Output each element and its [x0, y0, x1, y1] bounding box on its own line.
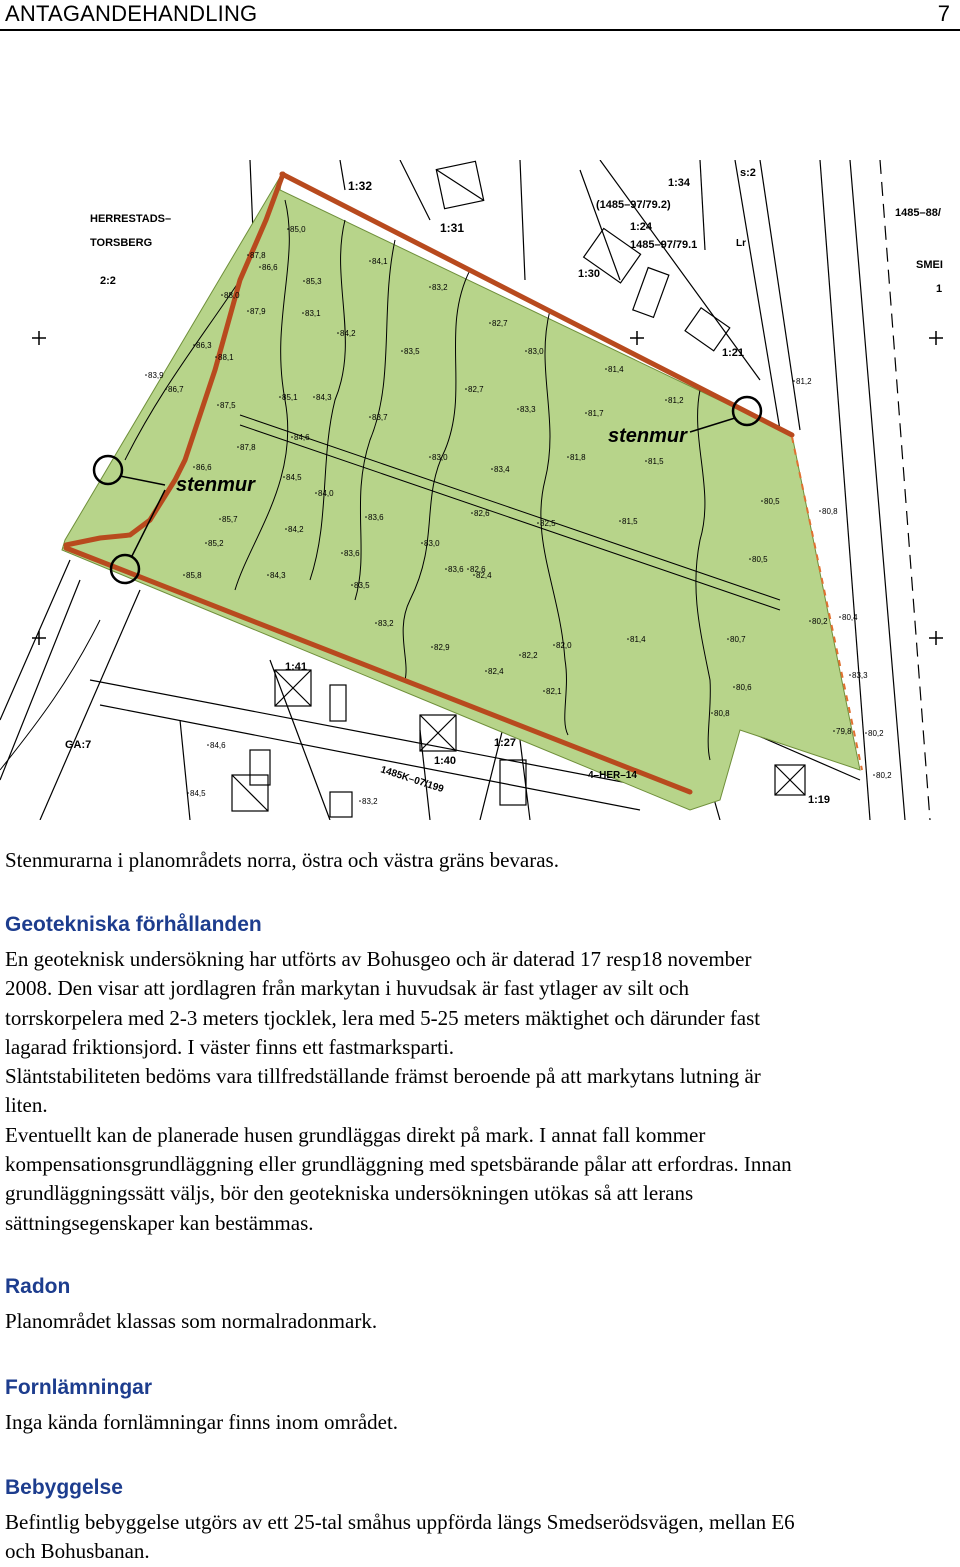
elevation-dot	[341, 552, 343, 554]
label-1-30: 1:30	[578, 268, 601, 280]
elevation-label: 87,8	[240, 443, 256, 452]
label-1-34: 1:34	[668, 177, 691, 189]
elevation-label: 84,6	[294, 433, 310, 442]
elevation-dot	[819, 510, 821, 512]
elevation-label: 80,5	[764, 497, 780, 506]
header-divider	[0, 29, 960, 31]
elevation-dot	[219, 518, 221, 520]
elevation-dot	[473, 574, 475, 576]
elevation-dot	[543, 690, 545, 692]
elevation-dot	[485, 670, 487, 672]
elevation-dot	[793, 380, 795, 382]
elevation-label: 82,6	[470, 565, 486, 574]
elevation-dot	[365, 516, 367, 518]
section-radon	[5, 1272, 953, 1336]
elevation-label: 80,2	[812, 617, 828, 626]
elevation-label: 81,2	[668, 396, 684, 405]
geoteknik-line: Eventuellt kan de planerade husen grundläggas direkt på mark. I annat fall kommer	[5, 1122, 706, 1147]
elevation-label: 80,2	[876, 771, 892, 780]
elevation-dot	[519, 654, 521, 656]
heading-fornlamningar: Fornlämningar	[5, 1376, 153, 1399]
label-1-24: 1:24	[630, 221, 653, 233]
elevation-dot	[359, 800, 361, 802]
elevation-label: 80,7	[730, 635, 746, 644]
elevation-dot	[369, 416, 371, 418]
elevation-label: 86,3	[196, 341, 212, 350]
elevation-label: 85,7	[222, 515, 238, 524]
elevation-label: 85,1	[282, 393, 298, 402]
label-lr: Lr	[736, 238, 746, 249]
bebyggelse-line: och Bohusbanan.	[5, 1539, 150, 1564]
elevation-dot	[865, 732, 867, 734]
elevation-dot	[553, 644, 555, 646]
elevation-dot	[315, 492, 317, 494]
label-ref5: 4–HER–14	[588, 770, 637, 781]
elevation-dot	[279, 396, 281, 398]
geoteknik-line: 2008. Den visar att jordlagren från markytan i huvudsak är fast ytlager av silt och	[5, 976, 690, 1001]
section-geoteknik	[5, 910, 953, 1238]
label-1-27: 1:27	[494, 737, 517, 749]
elevation-dot	[221, 294, 223, 296]
elevation-label: 80,6	[736, 683, 752, 692]
elevation-label: 87,9	[250, 307, 266, 316]
elevation-dot	[585, 412, 587, 414]
elevation-label: 83,5	[354, 581, 370, 590]
elevation-dot	[421, 542, 423, 544]
elevation-dot	[839, 616, 841, 618]
elevation-dot	[267, 574, 269, 576]
heading-radon: Radon	[5, 1275, 71, 1298]
document-status: ANTAGANDEHANDLING	[5, 1, 258, 26]
elevation-label: 85,8	[186, 571, 202, 580]
elevation-dot	[491, 468, 493, 470]
label-1-32: 1:32	[348, 179, 373, 193]
elevation-label: 83,3	[852, 671, 868, 680]
elevation-dot	[247, 310, 249, 312]
elevation-label: 83,9	[148, 371, 164, 380]
elevation-label: 82,2	[522, 651, 538, 660]
elevation-dot	[193, 344, 195, 346]
elevation-dot	[727, 638, 729, 640]
elevation-dot	[537, 522, 539, 524]
label-1-40: 1:40	[434, 755, 457, 767]
elevation-label: 84,3	[270, 571, 286, 580]
elevation-label: 88,0	[224, 291, 240, 300]
elevation-label: 82,7	[492, 319, 508, 328]
page-header	[0, 0, 960, 30]
elevation-dot	[187, 792, 189, 794]
elevation-dot	[285, 528, 287, 530]
geoteknik-line: Släntstabiliteten bedöms vara tillfredställande främst beroende på att markytans lutning är	[5, 1064, 761, 1089]
heading-geoteknik: Geotekniska förhållanden	[5, 913, 262, 936]
elevation-label: 85,0	[290, 225, 306, 234]
map-caption: Stenmurarna i planområdets norra, östra och västra gräns bevaras.	[5, 848, 559, 872]
label-1-19: 1:19	[808, 794, 831, 806]
geoteknik-line: sättningsegenskaper kan bestämmas.	[5, 1210, 314, 1235]
elevation-dot	[313, 396, 315, 398]
elevation-dot	[431, 646, 433, 648]
elevation-dot	[445, 568, 447, 570]
label-ref2: 1485–97/79.1	[630, 239, 698, 251]
elevation-label: 80,2	[868, 729, 884, 738]
elevation-dot	[833, 730, 835, 732]
elevation-label: 82,5	[540, 519, 556, 528]
elevation-dot	[429, 456, 431, 458]
elevation-dot	[517, 408, 519, 410]
elevation-dot	[467, 568, 469, 570]
elevation-label: 80,8	[822, 507, 838, 516]
label-s2: s:2	[740, 167, 756, 179]
label-torsberg: TORSBERG	[90, 237, 153, 249]
label-ref3: 1485–88/	[895, 207, 941, 219]
elevation-dot	[291, 436, 293, 438]
elevation-label: 79,8	[836, 727, 852, 736]
elevation-dot	[145, 374, 147, 376]
page-number: 7	[937, 1, 950, 26]
label-1-31: 1:31	[440, 221, 465, 235]
label-ref1: (1485–97/79.2)	[596, 199, 671, 211]
elevation-label: 83,0	[528, 347, 544, 356]
elevation-label: 87,5	[220, 401, 236, 410]
elevation-dot	[193, 466, 195, 468]
elevation-dot	[375, 622, 377, 624]
elevation-dot	[165, 388, 167, 390]
label-herrestads: HERRESTADS–	[90, 213, 172, 225]
elevation-dot	[619, 520, 621, 522]
elevation-dot	[351, 584, 353, 586]
elevation-label: 84,2	[288, 525, 304, 534]
elevation-dot	[429, 286, 431, 288]
elevation-label: 83,0	[432, 453, 448, 462]
elevation-label: 84,2	[340, 329, 356, 338]
elevation-dot	[207, 744, 209, 746]
label-1-21: 1:21	[722, 347, 745, 359]
elevation-label: 83,5	[404, 347, 420, 356]
heading-bebyggelse: Bebyggelse	[5, 1476, 123, 1499]
elevation-dot	[567, 456, 569, 458]
elevation-dot	[809, 620, 811, 622]
bebyggelse-line: Befintlig bebyggelse utgörs av ett 25-tal småhus uppförda längs Smedserödsvägen, mellan E6	[5, 1510, 795, 1534]
elevation-dot	[247, 254, 249, 256]
geoteknik-line: kompensationsgrundläggning eller grundläggning med spetsbärande pålar att erfordras. Innan	[5, 1152, 792, 1177]
elevation-label: 83,6	[344, 549, 360, 558]
elevation-label: 85,3	[306, 277, 322, 286]
elevation-dot	[287, 228, 289, 230]
elevation-label: 83,4	[494, 465, 510, 474]
elevation-label: 86,6	[262, 263, 278, 272]
elevation-dot	[369, 260, 371, 262]
elevation-label: 82,1	[546, 687, 562, 696]
elevation-dot	[645, 460, 647, 462]
elevation-label: 84,1	[372, 257, 388, 266]
label-2-2: 2:2	[100, 275, 116, 287]
elevation-label: 83,6	[448, 565, 464, 574]
elevation-dot	[237, 446, 239, 448]
elevation-label: 84,6	[210, 741, 226, 750]
section-bebyggelse	[5, 1473, 953, 1567]
elevation-label: 82,0	[556, 641, 572, 650]
geoteknik-line: liten.	[5, 1093, 48, 1118]
elevation-label: 81,7	[588, 409, 604, 418]
label-one: 1	[936, 283, 943, 295]
elevation-dot	[627, 638, 629, 640]
elevation-label: 83,0	[424, 539, 440, 548]
elevation-dot	[605, 368, 607, 370]
elevation-label: 81,4	[630, 635, 646, 644]
elevation-label: 82,9	[434, 643, 450, 652]
elevation-label: 86,7	[168, 385, 184, 394]
elevation-dot	[733, 686, 735, 688]
label-ref4: 1485K–07/199	[379, 764, 445, 796]
elevation-label: 85,2	[208, 539, 224, 548]
elevation-label: 84,5	[286, 473, 302, 482]
label-smei: SMEI	[916, 259, 943, 271]
elevation-label: 80,5	[752, 555, 768, 564]
elevation-label: 84,0	[318, 489, 334, 498]
geoteknik-line: lagarad friktionsjord. I väster finns ett fastmarksparti.	[5, 1034, 455, 1059]
elevation-label: 82,4	[476, 571, 492, 580]
fornlamningar-text: Inga kända fornlämningar finns inom området.	[5, 1410, 399, 1434]
elevation-label: 81,8	[570, 453, 586, 462]
elevation-label: 83,2	[378, 619, 394, 628]
elevation-label: 81,5	[648, 457, 664, 466]
elevation-dot	[665, 399, 667, 401]
stenmur-label-west: stenmur	[176, 474, 255, 496]
section-fornlamningar	[5, 1373, 953, 1437]
elevation-dot	[217, 404, 219, 406]
label-1-41: 1:41	[285, 661, 308, 673]
elevation-dot	[259, 266, 261, 268]
elevation-dot	[749, 558, 751, 560]
elevation-label: 80,4	[842, 613, 858, 622]
geoteknik-line: En geoteknisk undersökning har utförts av Bohusgeo och är daterad 17 resp18 november	[5, 947, 752, 971]
elevation-dot	[215, 356, 217, 358]
elevation-label: 83,3	[520, 405, 536, 414]
label-ga7: GA:7	[65, 739, 92, 751]
elevation-label: 83,6	[368, 513, 384, 522]
elevation-label: 82,4	[488, 667, 504, 676]
elevation-dot	[849, 674, 851, 676]
elevation-dot	[283, 476, 285, 478]
elevation-label: 88,1	[218, 353, 234, 362]
elevation-label: 81,5	[622, 517, 638, 526]
plan-map	[0, 160, 960, 820]
elevation-label: 86,6	[196, 463, 212, 472]
elevation-label: 83,1	[305, 309, 321, 318]
elevation-dot	[337, 332, 339, 334]
elevation-label: 82,7	[468, 385, 484, 394]
elevation-dot	[465, 388, 467, 390]
stenmur-label-east: stenmur	[608, 425, 687, 447]
elevation-dot	[183, 574, 185, 576]
elevation-label: 81,4	[608, 365, 624, 374]
elevation-label: 84,5	[190, 789, 206, 798]
elevation-dot	[711, 712, 713, 714]
elevation-dot	[761, 500, 763, 502]
elevation-label: 87,8	[250, 251, 266, 260]
elevation-label: 84,3	[316, 393, 332, 402]
elevation-label: 83,2	[432, 283, 448, 292]
elevation-label: 81,2	[796, 377, 812, 386]
elevation-dot	[303, 280, 305, 282]
elevation-dot	[489, 322, 491, 324]
elevation-label: 82,6	[474, 509, 490, 518]
elevation-dot	[205, 542, 207, 544]
geoteknik-line: torrskorpelera med 2-3 meters tjocklek, lera med 5-25 meters mäktighet och därunder fast	[5, 1005, 761, 1030]
elevation-dot	[302, 312, 304, 314]
geoteknik-line: grundläggningssätt väljs, bör den geotekniska undersökningen utökas så att lerans	[5, 1181, 694, 1206]
elevation-label: 83,7	[372, 413, 388, 422]
elevation-dot	[401, 350, 403, 352]
elevation-dot	[471, 512, 473, 514]
elevation-dot	[873, 774, 875, 776]
elevation-dot	[525, 350, 527, 352]
elevation-label: 83,2	[362, 797, 378, 806]
elevation-label: 80,8	[714, 709, 730, 718]
radon-text: Planområdet klassas som normalradonmark.	[5, 1309, 378, 1333]
